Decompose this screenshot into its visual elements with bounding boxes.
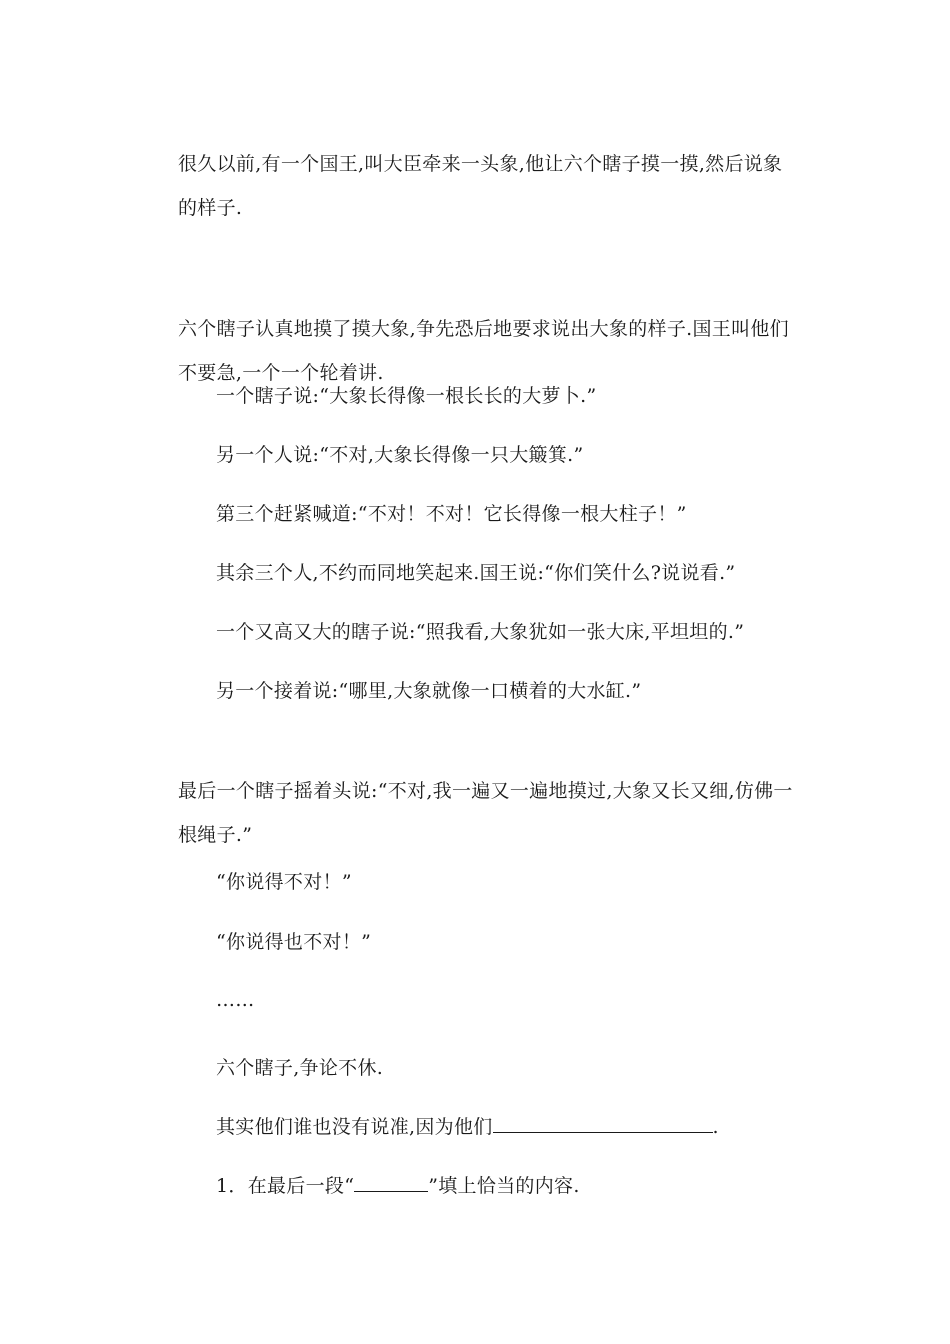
question-suffix: ”填上恰当的内容. — [428, 1175, 580, 1197]
paragraph-argue: 六个瞎子,争论不休. — [216, 1057, 384, 1079]
paragraph-intro: 很久以前,有一个国王,叫大臣牵来一头象,他让六个瞎子摸一摸,然后说象的样子. — [178, 153, 783, 219]
paragraph-last-blind: 最后一个瞎子摇着头说:“不对,我一遍又一遍地摸过,大象又长又细,仿佛一根绳子.” — [178, 780, 793, 846]
question-number: 1． — [216, 1175, 248, 1197]
question-1 — [216, 1164, 800, 1208]
paragraph-quote-two: “你说得也不对！” — [216, 931, 372, 953]
conclusion-end: . — [712, 1116, 719, 1138]
paragraph-quote-one: “你说得不对！” — [216, 871, 352, 893]
paragraph-first-blind: 一个瞎子说:“大象长得像一根长长的大萝卜.” — [216, 385, 597, 407]
conclusion-text: 其实他们谁也没有说准,因为他们 — [216, 1116, 493, 1138]
paragraph-conclusion — [216, 1105, 800, 1149]
paragraph-ellipsis: …… — [216, 989, 255, 1011]
paragraph-second-blind: 另一个人说:“不对,大象长得像一只大簸箕.” — [216, 444, 584, 466]
paragraph-third-blind: 第三个赶紧喊道:“不对！不对！它长得像一根大柱子！” — [216, 503, 687, 525]
paragraph-touch: 六个瞎子认真地摸了摸大象,争先恐后地要求说出大象的样子.国王叫他们不要急,一个一个轮着讲. — [178, 318, 789, 384]
answer-blank[interactable] — [493, 1110, 713, 1133]
paragraph-another-blind: 另一个接着说:“哪里,大象就像一口横着的大水缸.” — [216, 680, 642, 702]
question-prefix: 在最后一段“ — [247, 1175, 355, 1197]
paragraph-others-laugh: 其余三个人,不约而同地笑起来.国王说:“你们笑什么?说说看.” — [216, 562, 736, 584]
question-blank — [354, 1169, 428, 1192]
paragraph-tall-blind: 一个又高又大的瞎子说:“照我看,大象犹如一张大床,平坦坦的.” — [216, 621, 745, 643]
